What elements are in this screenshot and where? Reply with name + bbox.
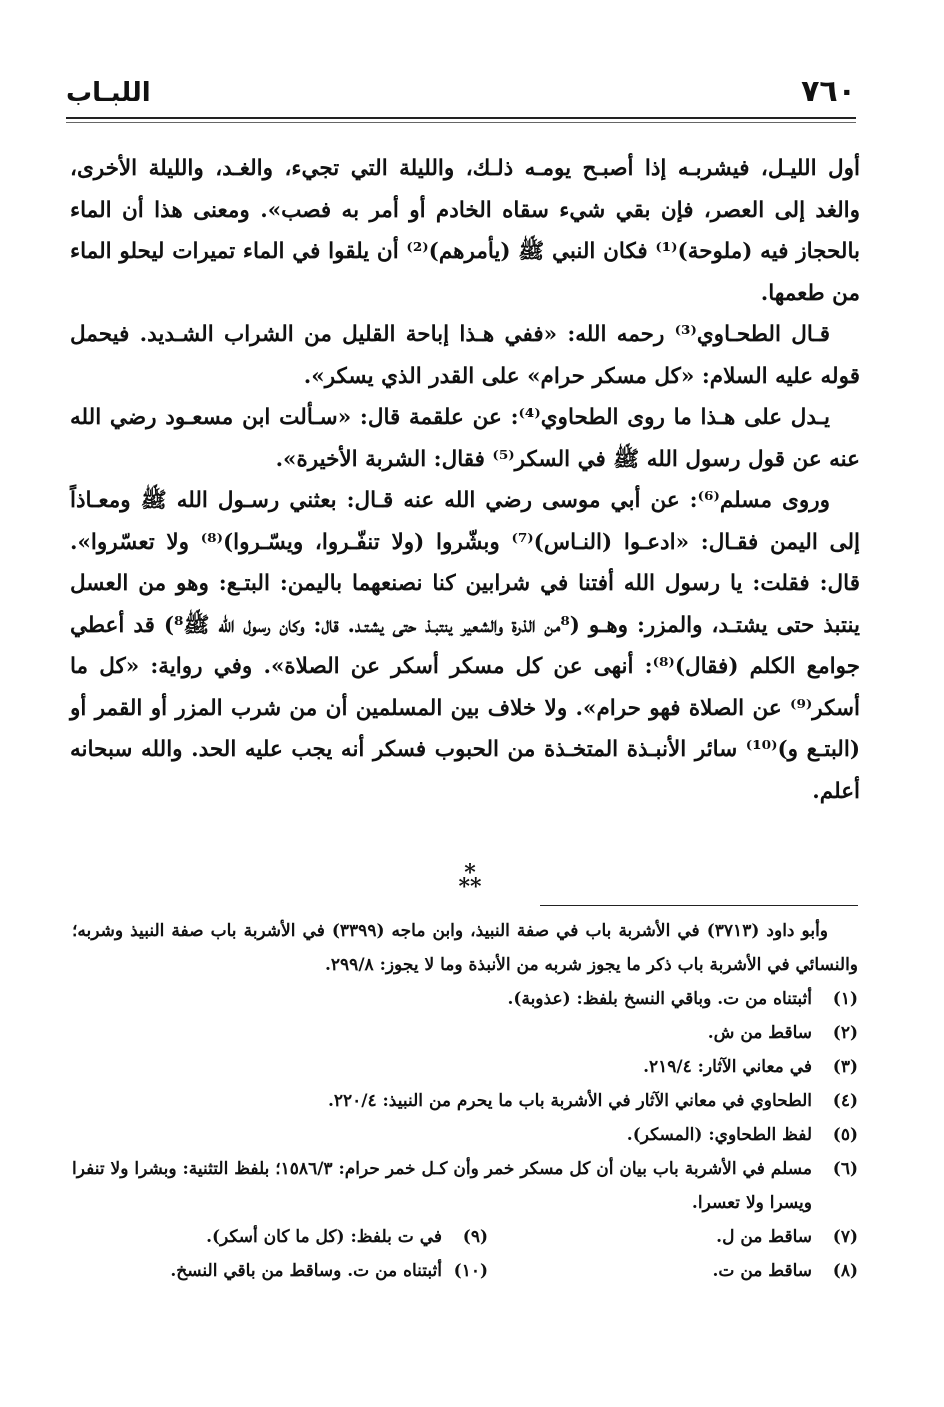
- footnote-2: [72, 1016, 858, 1050]
- footnote-number: (٩): [462, 1227, 488, 1247]
- footnote-3: [72, 1050, 858, 1084]
- page-number: ٧٦٠: [801, 74, 856, 109]
- header-rule-thin: [66, 122, 856, 123]
- footnote-number: (٦): [832, 1159, 858, 1179]
- footnote-text: مسلم في الأشربة باب بيان أن كل مسكر خمر وأن كـل خمر حرام: ١٥٨٦/٣؛ بلفظ التثنية: وبشرا ولا تنفرا ويسرا ولا تعسرا.: [72, 1159, 812, 1213]
- running-title: اللبـاب: [66, 78, 151, 108]
- footnote-number: (١٠): [453, 1261, 488, 1281]
- footnote-7: [488, 1220, 858, 1254]
- main-text: [70, 148, 860, 812]
- footnote-number: (٣): [832, 1057, 858, 1077]
- paragraph-4: وروى مسلم⁽⁶⁾: عن أبي موسى رضي الله عنه قـال: بعثني رسـول الله ﷺ ومعـاذاً إلى اليمن فقـال: «ادعـوا (النـاس)⁽⁷⁾ وبشّروا (ولا تنفّـروا، ويسّـروا)⁽⁸⁾ ولا تعسّروا». قال: فقلت: يا رسول الله أفتنا في شرابين كنا نصنعهما باليمن: البتـع: وهو من العسل ينتبذ حتى يشتـد، والمزر: وهـو (⁸من الذرة والشعير ينتبـذ حتى يشتـد. قال: وكان رسول الله ﷺ⁸) قد أعطي جوامع الكلم (فقال)⁽⁸⁾: أنهى عن كل مسكر أسكر عن الصلاة». وفي رواية: «كل ما أسكر⁽⁹⁾ عن الصلاة فهو حرام». ولا خلاف بين المسلمين أن من شرب المزر أو القمر أو (البتـع و)⁽¹⁰⁾ سائر الأنبـذة المتخـذة من الحبوب فسكر أنه يجب عليه الحد. والله سبحانه أعلم.: [70, 488, 860, 804]
- footnotes: [72, 914, 858, 1288]
- footnote-text: لفظ الطحاوي: (المسكر).: [626, 1125, 812, 1145]
- footnote-text: أثبتناه من ت. وباقي النسخ بلفظ: (عذوبة).: [507, 989, 812, 1009]
- footnote-number: (٧): [832, 1227, 858, 1247]
- footnote-9: [118, 1220, 488, 1254]
- footnote-10: [118, 1254, 488, 1288]
- footnote-text: أثبتناه من ت. وساقط من باقي النسخ.: [170, 1261, 442, 1281]
- header-rule: [66, 117, 856, 119]
- footnote-number: (٢): [832, 1023, 858, 1043]
- paragraph-2: قـال الطحـاوي⁽³⁾ رحمه الله: «ففي هـذا إباحة القليل من الشراب الشـديد. فيحمل قوله عليه السلام: «كل مسكر حرام» على القدر الذي يسكر».: [70, 322, 860, 389]
- footnote-6: [72, 1152, 858, 1220]
- footnote-row-7-9: [72, 1220, 858, 1254]
- footnote-rule: [540, 905, 858, 906]
- footnote-text: ساقط من ل.: [716, 1227, 812, 1247]
- footnote-text: الطحاوي في معاني الآثار في الأشربة باب ما يحرم من النبيذ: ٢٢٠/٤.: [327, 1091, 812, 1111]
- footnote-5: [72, 1118, 858, 1152]
- paragraph-1: أول الليـل، فيشربـه إذا أصبـح يومـه ذلـك، والليلة التي تجيء، والغـد، والليلة الأخرى، والغد إلى العصر، فإن بقي شيء سقاه الخادم أو أمر به فصب». ومعنى هذا أن الماء بالحجاز فيه (ملوحة)⁽¹⁾ فكان النبي ﷺ (يأمرهم)⁽²⁾ أن يلقوا في الماء تميرات ليحلو الماء من طعمها.: [70, 156, 860, 306]
- footnote-8: [488, 1254, 858, 1288]
- footnote-continuation: وأبو داود (٣٧١٣) في الأشربة باب في صفة النبيذ، وابن ماجه (٣٣٩٩) في الأشربة باب صفة النبيذ وشربه؛ والنسائي في الأشربة باب ذكر ما يجوز شربه من الأنبذة وما لا يجوز: ٢٩٩/٨.: [72, 921, 858, 975]
- footnote-number: (٥): [832, 1125, 858, 1145]
- footnote-1: [72, 982, 858, 1016]
- footnote-number: (١): [832, 989, 858, 1009]
- footnote-text: ساقط من ت.: [712, 1261, 812, 1281]
- page-header: [66, 74, 856, 114]
- footnote-4: [72, 1084, 858, 1118]
- footnote-text: في ت بلفظ: (كل ما كان أسكر).: [206, 1227, 442, 1247]
- footnote-row-8-10: [72, 1254, 858, 1288]
- section-separator: * **: [458, 860, 482, 900]
- paragraph-3: يـدل على هـذا ما روى الطحاوي⁽⁴⁾: عن علقمة قال: «سـألت ابن مسعـود رضي الله عنه عن قول رسول الله ﷺ في السكر⁽⁵⁾ فقال: الشربة الأخيرة».: [70, 405, 860, 472]
- footnote-number: (٨): [832, 1261, 858, 1281]
- footnote-text: في معاني الآثار: ٢١٩/٤.: [643, 1057, 812, 1077]
- footnote-number: (٤): [832, 1091, 858, 1111]
- footnote-text: ساقط من ش.: [707, 1023, 812, 1043]
